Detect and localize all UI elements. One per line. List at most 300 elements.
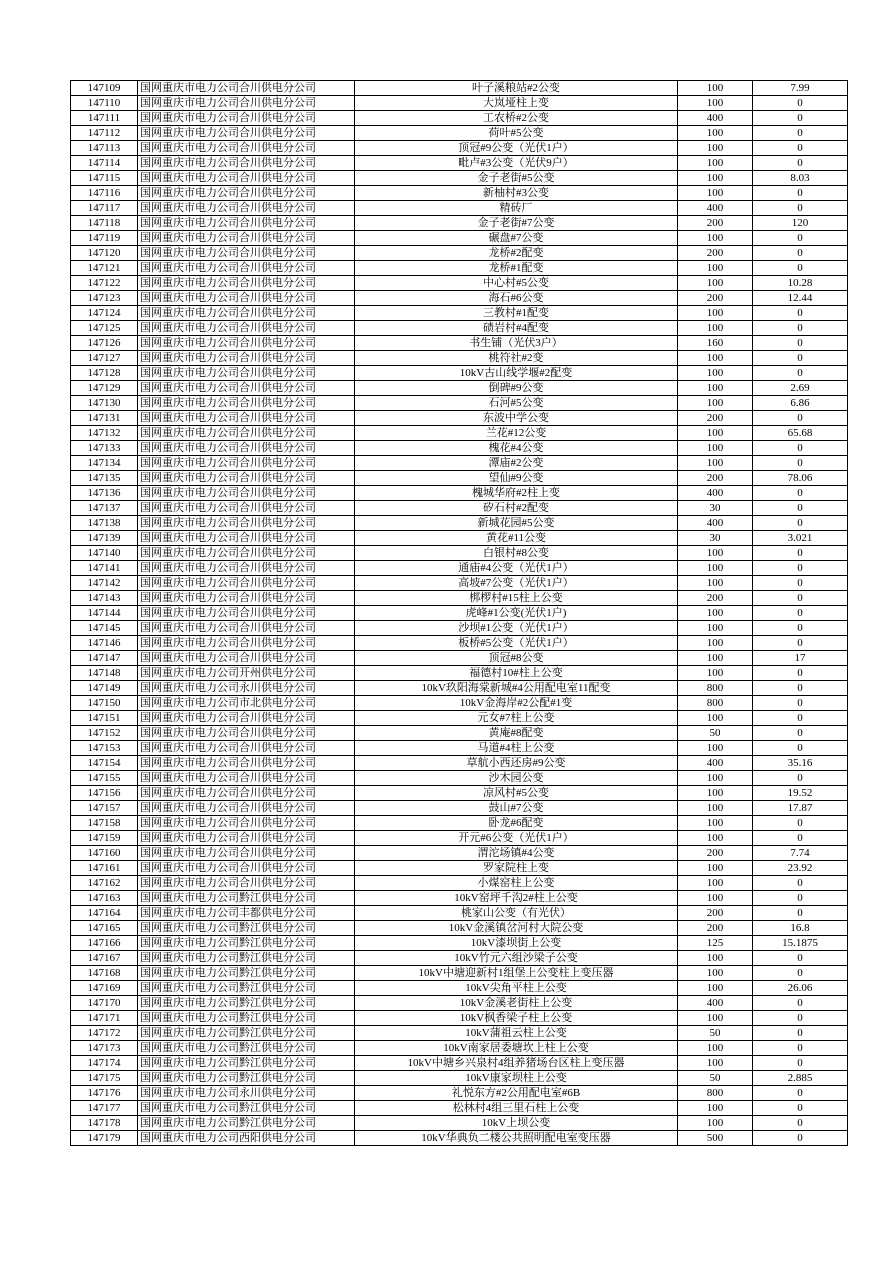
cell-capacity: 100 bbox=[678, 456, 753, 471]
table-row bbox=[71, 396, 848, 411]
cell-capacity: 100 bbox=[678, 666, 753, 681]
table-row bbox=[71, 951, 848, 966]
cell-capacity: 200 bbox=[678, 471, 753, 486]
cell-id: 147161 bbox=[71, 861, 138, 876]
cell-org: 国网重庆市电力公司合川供电分公司 bbox=[138, 441, 355, 456]
table-row bbox=[71, 516, 848, 531]
table-body bbox=[71, 81, 848, 1146]
cell-name: 碾盘#7公变 bbox=[355, 231, 678, 246]
cell-capacity: 100 bbox=[678, 1116, 753, 1131]
cell-capacity: 100 bbox=[678, 771, 753, 786]
cell-id: 147140 bbox=[71, 546, 138, 561]
cell-value: 0 bbox=[753, 516, 848, 531]
cell-value: 0 bbox=[753, 1086, 848, 1101]
table-row bbox=[71, 381, 848, 396]
cell-name: 10kV尖角平柱上公变 bbox=[355, 981, 678, 996]
table-row bbox=[71, 501, 848, 516]
cell-name: 10kV玖阳海棠新城#4公用配电室11配变 bbox=[355, 681, 678, 696]
cell-id: 147171 bbox=[71, 1011, 138, 1026]
table-row bbox=[71, 771, 848, 786]
cell-value: 0 bbox=[753, 636, 848, 651]
cell-id: 147172 bbox=[71, 1026, 138, 1041]
table-row bbox=[71, 1041, 848, 1056]
cell-id: 147125 bbox=[71, 321, 138, 336]
table-row bbox=[71, 1011, 848, 1026]
cell-id: 147136 bbox=[71, 486, 138, 501]
cell-value: 0 bbox=[753, 546, 848, 561]
cell-value: 0 bbox=[753, 306, 848, 321]
cell-capacity: 100 bbox=[678, 351, 753, 366]
table-row bbox=[71, 321, 848, 336]
cell-org: 国网重庆市电力公司黔江供电分公司 bbox=[138, 951, 355, 966]
table-row bbox=[71, 276, 848, 291]
cell-value: 120 bbox=[753, 216, 848, 231]
cell-id: 147151 bbox=[71, 711, 138, 726]
cell-org: 国网重庆市电力公司合川供电分公司 bbox=[138, 186, 355, 201]
cell-capacity: 100 bbox=[678, 621, 753, 636]
cell-name: 虎峰#1公变(光伏1户) bbox=[355, 606, 678, 621]
cell-capacity: 200 bbox=[678, 591, 753, 606]
cell-org: 国网重庆市电力公司合川供电分公司 bbox=[138, 861, 355, 876]
cell-org: 国网重庆市电力公司合川供电分公司 bbox=[138, 276, 355, 291]
table-row bbox=[71, 411, 848, 426]
cell-id: 147170 bbox=[71, 996, 138, 1011]
cell-name: 10kV华典负二楼公共照明配电室变压器 bbox=[355, 1131, 678, 1146]
cell-value: 0 bbox=[753, 186, 848, 201]
cell-value: 0 bbox=[753, 501, 848, 516]
cell-org: 国网重庆市电力公司合川供电分公司 bbox=[138, 516, 355, 531]
table-row bbox=[71, 201, 848, 216]
cell-name: 顶冠#8公变 bbox=[355, 651, 678, 666]
table-row bbox=[71, 621, 848, 636]
cell-org: 国网重庆市电力公司合川供电分公司 bbox=[138, 756, 355, 771]
table-row bbox=[71, 156, 848, 171]
cell-name: 高坡#7公变（光伏1户） bbox=[355, 576, 678, 591]
cell-capacity: 100 bbox=[678, 786, 753, 801]
cell-value: 23.92 bbox=[753, 861, 848, 876]
cell-name: 10kV中塘乡兴泉村4组养猪场台区柱上变压器 bbox=[355, 1056, 678, 1071]
cell-name: 碛岩村#4配变 bbox=[355, 321, 678, 336]
cell-id: 147164 bbox=[71, 906, 138, 921]
cell-name: 龙桥#1配变 bbox=[355, 261, 678, 276]
cell-name: 白银村#8公变 bbox=[355, 546, 678, 561]
table-row bbox=[71, 426, 848, 441]
cell-org: 国网重庆市电力公司开州供电分公司 bbox=[138, 666, 355, 681]
cell-id: 147159 bbox=[71, 831, 138, 846]
cell-value: 0 bbox=[753, 1041, 848, 1056]
cell-org: 国网重庆市电力公司合川供电分公司 bbox=[138, 411, 355, 426]
cell-value: 0 bbox=[753, 561, 848, 576]
cell-capacity: 50 bbox=[678, 726, 753, 741]
cell-id: 147113 bbox=[71, 141, 138, 156]
cell-id: 147147 bbox=[71, 651, 138, 666]
cell-id: 147168 bbox=[71, 966, 138, 981]
table-row bbox=[71, 471, 848, 486]
cell-id: 147156 bbox=[71, 786, 138, 801]
table-row bbox=[71, 1071, 848, 1086]
cell-capacity: 400 bbox=[678, 516, 753, 531]
cell-org: 国网重庆市电力公司市北供电分公司 bbox=[138, 696, 355, 711]
cell-capacity: 100 bbox=[678, 891, 753, 906]
cell-value: 0 bbox=[753, 111, 848, 126]
cell-value: 0 bbox=[753, 1026, 848, 1041]
table-row bbox=[71, 366, 848, 381]
cell-id: 147130 bbox=[71, 396, 138, 411]
cell-capacity: 100 bbox=[678, 441, 753, 456]
cell-capacity: 100 bbox=[678, 711, 753, 726]
cell-id: 147153 bbox=[71, 741, 138, 756]
cell-capacity: 400 bbox=[678, 996, 753, 1011]
table-row bbox=[71, 561, 848, 576]
cell-org: 国网重庆市电力公司黔江供电分公司 bbox=[138, 1056, 355, 1071]
cell-id: 147158 bbox=[71, 816, 138, 831]
cell-capacity: 100 bbox=[678, 1101, 753, 1116]
cell-value: 17 bbox=[753, 651, 848, 666]
table-row bbox=[71, 291, 848, 306]
cell-name: 凉风村#5公变 bbox=[355, 786, 678, 801]
cell-org: 国网重庆市电力公司黔江供电分公司 bbox=[138, 996, 355, 1011]
cell-capacity: 100 bbox=[678, 546, 753, 561]
cell-name: 新柚村#3公变 bbox=[355, 186, 678, 201]
cell-capacity: 100 bbox=[678, 576, 753, 591]
cell-id: 147122 bbox=[71, 276, 138, 291]
cell-id: 147110 bbox=[71, 96, 138, 111]
cell-value: 0 bbox=[753, 126, 848, 141]
cell-id: 147163 bbox=[71, 891, 138, 906]
cell-name: 10kV南家居委塘坎上柱上公变 bbox=[355, 1041, 678, 1056]
cell-org: 国网重庆市电力公司合川供电分公司 bbox=[138, 786, 355, 801]
cell-name: 工农桥#2公变 bbox=[355, 111, 678, 126]
table-row bbox=[71, 606, 848, 621]
cell-value: 7.74 bbox=[753, 846, 848, 861]
cell-name: 新城花园#5公变 bbox=[355, 516, 678, 531]
cell-name: 礼悦东方#2公用配电室#6B bbox=[355, 1086, 678, 1101]
cell-org: 国网重庆市电力公司合川供电分公司 bbox=[138, 561, 355, 576]
cell-capacity: 100 bbox=[678, 651, 753, 666]
table-row bbox=[71, 111, 848, 126]
cell-org: 国网重庆市电力公司合川供电分公司 bbox=[138, 606, 355, 621]
cell-id: 147144 bbox=[71, 606, 138, 621]
cell-org: 国网重庆市电力公司合川供电分公司 bbox=[138, 126, 355, 141]
cell-capacity: 200 bbox=[678, 846, 753, 861]
cell-capacity: 100 bbox=[678, 1056, 753, 1071]
cell-value: 0 bbox=[753, 876, 848, 891]
cell-capacity: 100 bbox=[678, 801, 753, 816]
cell-value: 0 bbox=[753, 726, 848, 741]
cell-value: 0 bbox=[753, 411, 848, 426]
cell-capacity: 100 bbox=[678, 186, 753, 201]
cell-name: 桃家山公变（有光伏） bbox=[355, 906, 678, 921]
cell-org: 国网重庆市电力公司合川供电分公司 bbox=[138, 426, 355, 441]
cell-id: 147145 bbox=[71, 621, 138, 636]
cell-value: 0 bbox=[753, 591, 848, 606]
cell-value: 0 bbox=[753, 576, 848, 591]
table-row bbox=[71, 1101, 848, 1116]
cell-id: 147169 bbox=[71, 981, 138, 996]
cell-capacity: 30 bbox=[678, 531, 753, 546]
cell-name: 10kV竹元六组沙梁子公变 bbox=[355, 951, 678, 966]
cell-id: 147138 bbox=[71, 516, 138, 531]
cell-capacity: 200 bbox=[678, 216, 753, 231]
cell-name: 桃符社#2变 bbox=[355, 351, 678, 366]
table-row bbox=[71, 351, 848, 366]
cell-org: 国网重庆市电力公司黔江供电分公司 bbox=[138, 1071, 355, 1086]
cell-capacity: 100 bbox=[678, 396, 753, 411]
cell-value: 7.99 bbox=[753, 81, 848, 96]
cell-org: 国网重庆市电力公司合川供电分公司 bbox=[138, 381, 355, 396]
cell-value: 0 bbox=[753, 261, 848, 276]
cell-id: 147121 bbox=[71, 261, 138, 276]
cell-value: 0 bbox=[753, 321, 848, 336]
cell-capacity: 100 bbox=[678, 261, 753, 276]
cell-capacity: 160 bbox=[678, 336, 753, 351]
cell-value: 6.86 bbox=[753, 396, 848, 411]
cell-value: 0 bbox=[753, 201, 848, 216]
cell-id: 147117 bbox=[71, 201, 138, 216]
cell-capacity: 100 bbox=[678, 741, 753, 756]
cell-value: 0 bbox=[753, 336, 848, 351]
table-row bbox=[71, 861, 848, 876]
cell-value: 0 bbox=[753, 816, 848, 831]
cell-name: 三教村#1配变 bbox=[355, 306, 678, 321]
cell-name: 叶子溪粮站#2公变 bbox=[355, 81, 678, 96]
cell-capacity: 30 bbox=[678, 501, 753, 516]
cell-capacity: 100 bbox=[678, 321, 753, 336]
cell-capacity: 100 bbox=[678, 606, 753, 621]
cell-name: 沙木园公变 bbox=[355, 771, 678, 786]
cell-org: 国网重庆市电力公司合川供电分公司 bbox=[138, 651, 355, 666]
cell-id: 147126 bbox=[71, 336, 138, 351]
cell-capacity: 400 bbox=[678, 201, 753, 216]
cell-name: 10kV金溪镇岔河村大院公变 bbox=[355, 921, 678, 936]
cell-id: 147114 bbox=[71, 156, 138, 171]
cell-name: 马道#4柱上公变 bbox=[355, 741, 678, 756]
cell-value: 0 bbox=[753, 231, 848, 246]
cell-capacity: 100 bbox=[678, 126, 753, 141]
cell-name: 石河#5公变 bbox=[355, 396, 678, 411]
cell-name: 卧龙#6配变 bbox=[355, 816, 678, 831]
cell-org: 国网重庆市电力公司黔江供电分公司 bbox=[138, 966, 355, 981]
cell-name: 小煤窑柱上公变 bbox=[355, 876, 678, 891]
cell-name: 10kV金溪老街柱上公变 bbox=[355, 996, 678, 1011]
cell-org: 国网重庆市电力公司黔江供电分公司 bbox=[138, 891, 355, 906]
cell-id: 147154 bbox=[71, 756, 138, 771]
cell-value: 15.1875 bbox=[753, 936, 848, 951]
cell-name: 倒碑#9公变 bbox=[355, 381, 678, 396]
table-row bbox=[71, 261, 848, 276]
cell-org: 国网重庆市电力公司黔江供电分公司 bbox=[138, 1116, 355, 1131]
cell-name: 10kV上坝公变 bbox=[355, 1116, 678, 1131]
table-row bbox=[71, 1026, 848, 1041]
cell-value: 0 bbox=[753, 141, 848, 156]
cell-org: 国网重庆市电力公司合川供电分公司 bbox=[138, 831, 355, 846]
cell-name: 槐城华府#2柱上变 bbox=[355, 486, 678, 501]
cell-id: 147131 bbox=[71, 411, 138, 426]
cell-value: 0 bbox=[753, 366, 848, 381]
table-row bbox=[71, 141, 848, 156]
cell-org: 国网重庆市电力公司永川供电分公司 bbox=[138, 1086, 355, 1101]
cell-name: 松林村4组三里石柱上公变 bbox=[355, 1101, 678, 1116]
cell-capacity: 100 bbox=[678, 966, 753, 981]
cell-org: 国网重庆市电力公司合川供电分公司 bbox=[138, 546, 355, 561]
cell-org: 国网重庆市电力公司合川供电分公司 bbox=[138, 726, 355, 741]
cell-value: 0 bbox=[753, 771, 848, 786]
cell-name: 大岚垭柱上变 bbox=[355, 96, 678, 111]
cell-value: 0 bbox=[753, 1131, 848, 1146]
cell-value: 0 bbox=[753, 1011, 848, 1026]
cell-id: 147120 bbox=[71, 246, 138, 261]
cell-name: 渭沱场镇#4公变 bbox=[355, 846, 678, 861]
cell-name: 潭庙#2公变 bbox=[355, 456, 678, 471]
cell-name: 黄庵#8配变 bbox=[355, 726, 678, 741]
cell-name: 通庙#4公变（光伏1户） bbox=[355, 561, 678, 576]
cell-org: 国网重庆市电力公司西阳供电分公司 bbox=[138, 1131, 355, 1146]
cell-capacity: 100 bbox=[678, 381, 753, 396]
cell-capacity: 100 bbox=[678, 636, 753, 651]
cell-capacity: 100 bbox=[678, 141, 753, 156]
cell-id: 147128 bbox=[71, 366, 138, 381]
cell-org: 国网重庆市电力公司合川供电分公司 bbox=[138, 336, 355, 351]
cell-org: 国网重庆市电力公司黔江供电分公司 bbox=[138, 1011, 355, 1026]
cell-org: 国网重庆市电力公司合川供电分公司 bbox=[138, 96, 355, 111]
cell-id: 147109 bbox=[71, 81, 138, 96]
cell-value: 0 bbox=[753, 966, 848, 981]
cell-capacity: 200 bbox=[678, 291, 753, 306]
cell-capacity: 100 bbox=[678, 951, 753, 966]
cell-value: 0 bbox=[753, 891, 848, 906]
cell-capacity: 100 bbox=[678, 831, 753, 846]
cell-id: 147150 bbox=[71, 696, 138, 711]
cell-capacity: 100 bbox=[678, 81, 753, 96]
table-row bbox=[71, 741, 848, 756]
table-row bbox=[71, 531, 848, 546]
cell-capacity: 200 bbox=[678, 906, 753, 921]
cell-value: 10.28 bbox=[753, 276, 848, 291]
cell-capacity: 800 bbox=[678, 696, 753, 711]
cell-id: 147173 bbox=[71, 1041, 138, 1056]
cell-value: 8.03 bbox=[753, 171, 848, 186]
cell-id: 147129 bbox=[71, 381, 138, 396]
cell-org: 国网重庆市电力公司合川供电分公司 bbox=[138, 396, 355, 411]
cell-value: 78.06 bbox=[753, 471, 848, 486]
cell-value: 0 bbox=[753, 906, 848, 921]
cell-name: 精砖厂 bbox=[355, 201, 678, 216]
table-row bbox=[71, 966, 848, 981]
cell-capacity: 800 bbox=[678, 1086, 753, 1101]
cell-name: 荷叶#5公变 bbox=[355, 126, 678, 141]
cell-name: 10kV古山线学堰#2配变 bbox=[355, 366, 678, 381]
cell-id: 147112 bbox=[71, 126, 138, 141]
cell-capacity: 400 bbox=[678, 111, 753, 126]
cell-value: 0 bbox=[753, 681, 848, 696]
cell-name: 金子老街#5公变 bbox=[355, 171, 678, 186]
cell-value: 12.44 bbox=[753, 291, 848, 306]
cell-value: 0 bbox=[753, 741, 848, 756]
cell-org: 国网重庆市电力公司合川供电分公司 bbox=[138, 456, 355, 471]
cell-id: 147148 bbox=[71, 666, 138, 681]
cell-capacity: 200 bbox=[678, 921, 753, 936]
cell-name: 板桥#5公变（光伏1户） bbox=[355, 636, 678, 651]
cell-id: 147137 bbox=[71, 501, 138, 516]
cell-org: 国网重庆市电力公司合川供电分公司 bbox=[138, 306, 355, 321]
cell-value: 0 bbox=[753, 951, 848, 966]
cell-id: 147174 bbox=[71, 1056, 138, 1071]
cell-capacity: 100 bbox=[678, 96, 753, 111]
cell-org: 国网重庆市电力公司合川供电分公司 bbox=[138, 321, 355, 336]
table-row bbox=[71, 126, 848, 141]
cell-org: 国网重庆市电力公司合川供电分公司 bbox=[138, 231, 355, 246]
cell-name: 福德村10#柱上公变 bbox=[355, 666, 678, 681]
table-row bbox=[71, 711, 848, 726]
cell-id: 147178 bbox=[71, 1116, 138, 1131]
table-row bbox=[71, 1086, 848, 1101]
cell-id: 147132 bbox=[71, 426, 138, 441]
cell-capacity: 100 bbox=[678, 816, 753, 831]
cell-name: 顶冠#9公变（光伏1户） bbox=[355, 141, 678, 156]
cell-id: 147143 bbox=[71, 591, 138, 606]
cell-org: 国网重庆市电力公司合川供电分公司 bbox=[138, 351, 355, 366]
cell-value: 35.16 bbox=[753, 756, 848, 771]
table-row bbox=[71, 696, 848, 711]
cell-capacity: 100 bbox=[678, 306, 753, 321]
cell-value: 0 bbox=[753, 711, 848, 726]
cell-capacity: 100 bbox=[678, 156, 753, 171]
cell-value: 0 bbox=[753, 441, 848, 456]
table-row bbox=[71, 831, 848, 846]
cell-org: 国网重庆市电力公司合川供电分公司 bbox=[138, 216, 355, 231]
table-row bbox=[71, 651, 848, 666]
cell-name: 兰花#12公变 bbox=[355, 426, 678, 441]
cell-org: 国网重庆市电力公司合川供电分公司 bbox=[138, 636, 355, 651]
cell-name: 矽石村#2配变 bbox=[355, 501, 678, 516]
cell-org: 国网重庆市电力公司合川供电分公司 bbox=[138, 771, 355, 786]
cell-org: 国网重庆市电力公司合川供电分公司 bbox=[138, 201, 355, 216]
cell-capacity: 125 bbox=[678, 936, 753, 951]
cell-id: 147116 bbox=[71, 186, 138, 201]
cell-org: 国网重庆市电力公司合川供电分公司 bbox=[138, 801, 355, 816]
table-row bbox=[71, 636, 848, 651]
cell-id: 147118 bbox=[71, 216, 138, 231]
table-row bbox=[71, 591, 848, 606]
cell-name: 鼓山#7公变 bbox=[355, 801, 678, 816]
cell-value: 65.68 bbox=[753, 426, 848, 441]
table-row bbox=[71, 1056, 848, 1071]
cell-id: 147166 bbox=[71, 936, 138, 951]
cell-capacity: 400 bbox=[678, 486, 753, 501]
cell-org: 国网重庆市电力公司丰都供电分公司 bbox=[138, 906, 355, 921]
table-row bbox=[71, 876, 848, 891]
cell-capacity: 50 bbox=[678, 1071, 753, 1086]
cell-capacity: 100 bbox=[678, 366, 753, 381]
table-row bbox=[71, 846, 848, 861]
cell-org: 国网重庆市电力公司黔江供电分公司 bbox=[138, 981, 355, 996]
cell-capacity: 100 bbox=[678, 276, 753, 291]
cell-capacity: 100 bbox=[678, 876, 753, 891]
cell-value: 0 bbox=[753, 96, 848, 111]
table-row bbox=[71, 546, 848, 561]
cell-id: 147142 bbox=[71, 576, 138, 591]
cell-capacity: 200 bbox=[678, 411, 753, 426]
table-row bbox=[71, 336, 848, 351]
cell-id: 147152 bbox=[71, 726, 138, 741]
cell-id: 147133 bbox=[71, 441, 138, 456]
cell-id: 147115 bbox=[71, 171, 138, 186]
table-row bbox=[71, 891, 848, 906]
cell-org: 国网重庆市电力公司合川供电分公司 bbox=[138, 471, 355, 486]
cell-name: 10kV漆坝街上公变 bbox=[355, 936, 678, 951]
cell-value: 0 bbox=[753, 156, 848, 171]
cell-org: 国网重庆市电力公司合川供电分公司 bbox=[138, 741, 355, 756]
